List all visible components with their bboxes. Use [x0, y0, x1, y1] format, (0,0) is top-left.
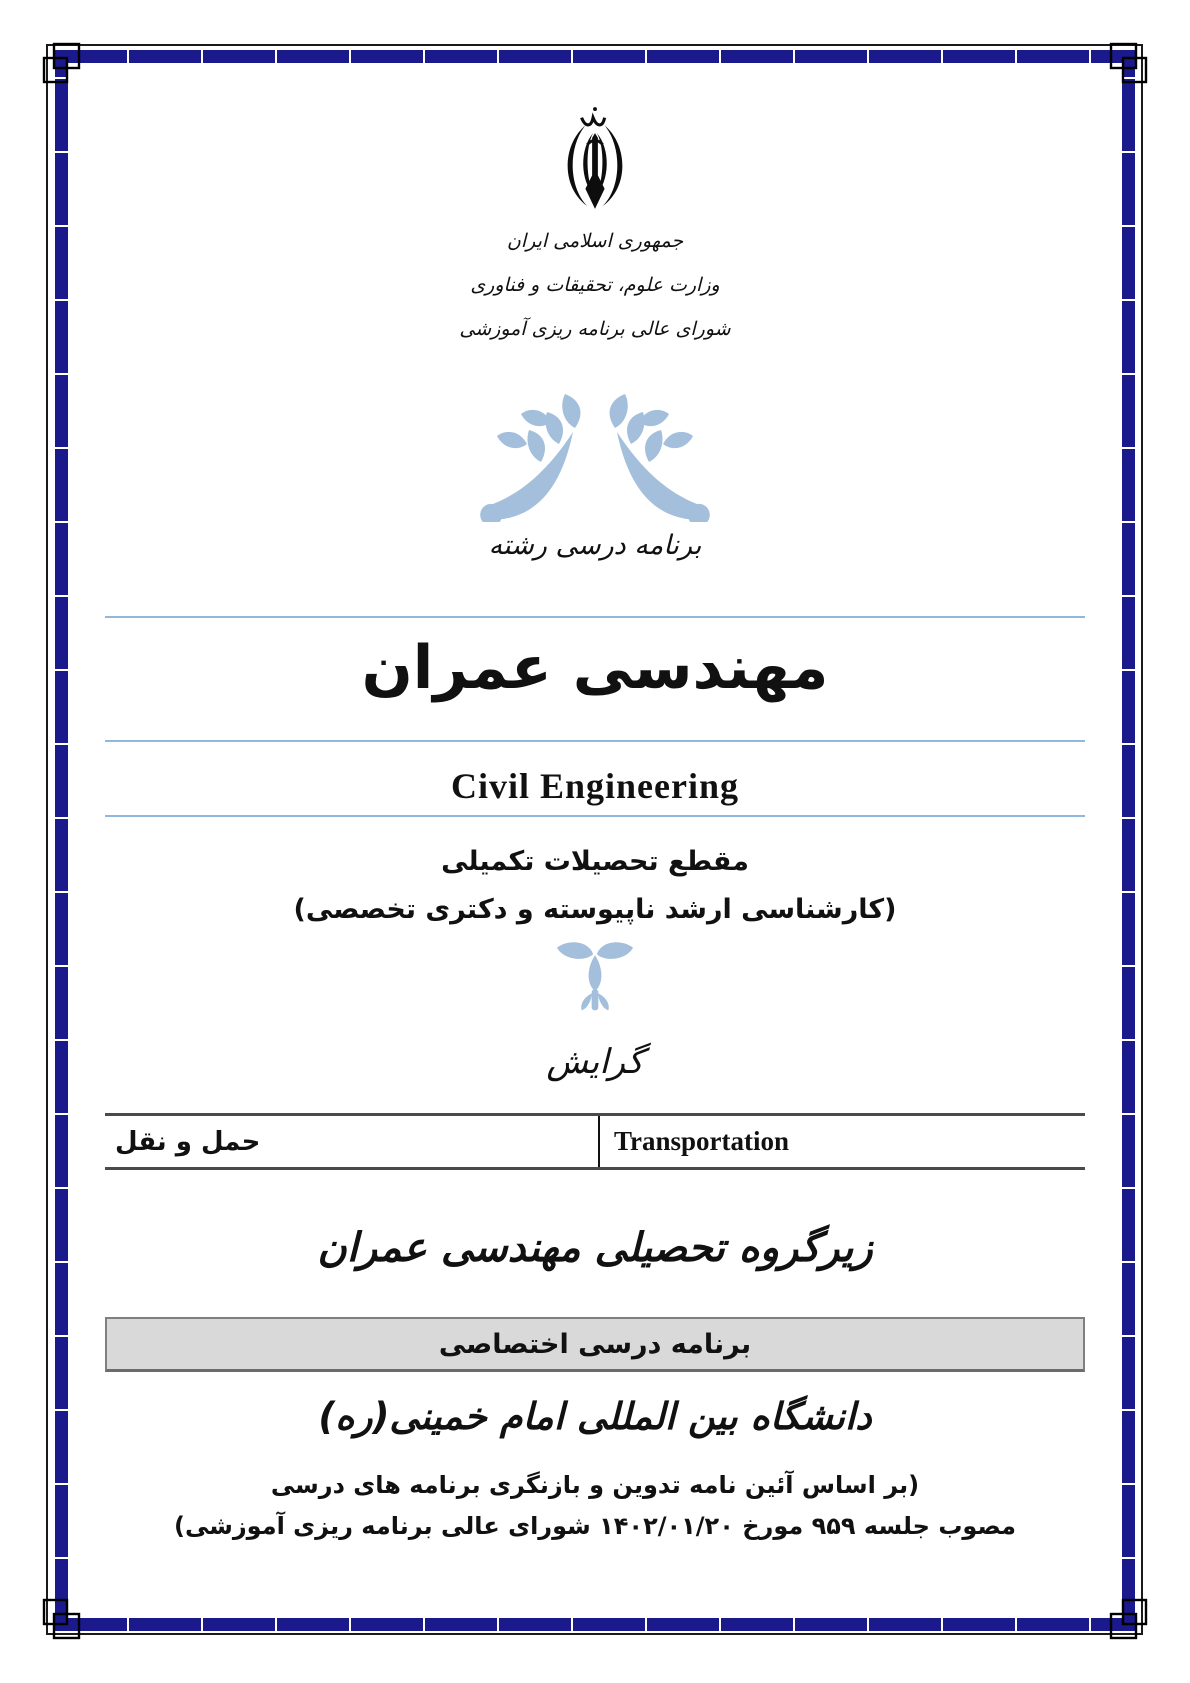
frame-band-right: [1122, 50, 1135, 1631]
footnote-line-1: (بر اساس آئین نامه تدوین و بازنگری برنامه های درسی: [270, 1471, 920, 1499]
divider-rule-2: [105, 740, 1085, 742]
orientation-cell-en: Transportation: [614, 1126, 790, 1156]
frame-band-left: [55, 50, 68, 1631]
program-bar: [105, 1317, 1085, 1372]
interlocking-squares-corner-icon: [1108, 1598, 1148, 1640]
divider-rule-3: [105, 815, 1085, 817]
level-line-2: (کارشناسی ارشد ناپیوسته و دکتری تخصصی): [293, 894, 897, 925]
floral-flourish-ornament-icon: [478, 392, 712, 522]
header-council: شورای عالی برنامه ریزی آموزشی: [459, 318, 731, 340]
orientation-label: گرایش: [546, 1042, 644, 1082]
intro-label: برنامه درسی رشته: [488, 530, 702, 561]
orientation-table: [105, 1113, 1085, 1170]
header-ministry: وزارت علوم، تحقیقات و فناوری: [470, 274, 720, 296]
header-country: جمهوری اسلامی ایران: [506, 230, 684, 252]
frame-band-bottom: [55, 1618, 1135, 1631]
footnote-line-2: مصوب جلسه ۹۵۹ مورخ ۱۴۰۲/۰۱/۲۰ شورای عالی برنامه ریزی آموزشی): [174, 1512, 1016, 1540]
interlocking-squares-corner-icon: [42, 42, 82, 84]
frame-band-top: [55, 50, 1135, 63]
orientation-cell-fa: حمل و نقل: [115, 1126, 261, 1157]
university-name: دانشگاه بین المللی امام خمینی(ره): [318, 1395, 872, 1438]
palmette-ornament-icon: [547, 940, 643, 1016]
page-title-fa: مهندسی عمران: [361, 633, 829, 703]
interlocking-squares-corner-icon: [42, 1598, 82, 1640]
program-bar-label: برنامه درسی اختصاصی: [438, 1328, 752, 1360]
interlocking-squares-corner-icon: [1108, 42, 1148, 84]
floral-branch-left-icon: [478, 392, 593, 522]
floral-branch-right-icon: [597, 392, 712, 522]
level-line-1: مقطع تحصیلات تکمیلی: [441, 846, 749, 877]
subgroup-title: زیرگروه تحصیلی مهندسی عمران: [317, 1225, 873, 1271]
iran-national-emblem-icon: [547, 106, 643, 212]
page-title-en: Civil Engineering: [450, 766, 740, 806]
divider-rule-1: [105, 616, 1085, 618]
